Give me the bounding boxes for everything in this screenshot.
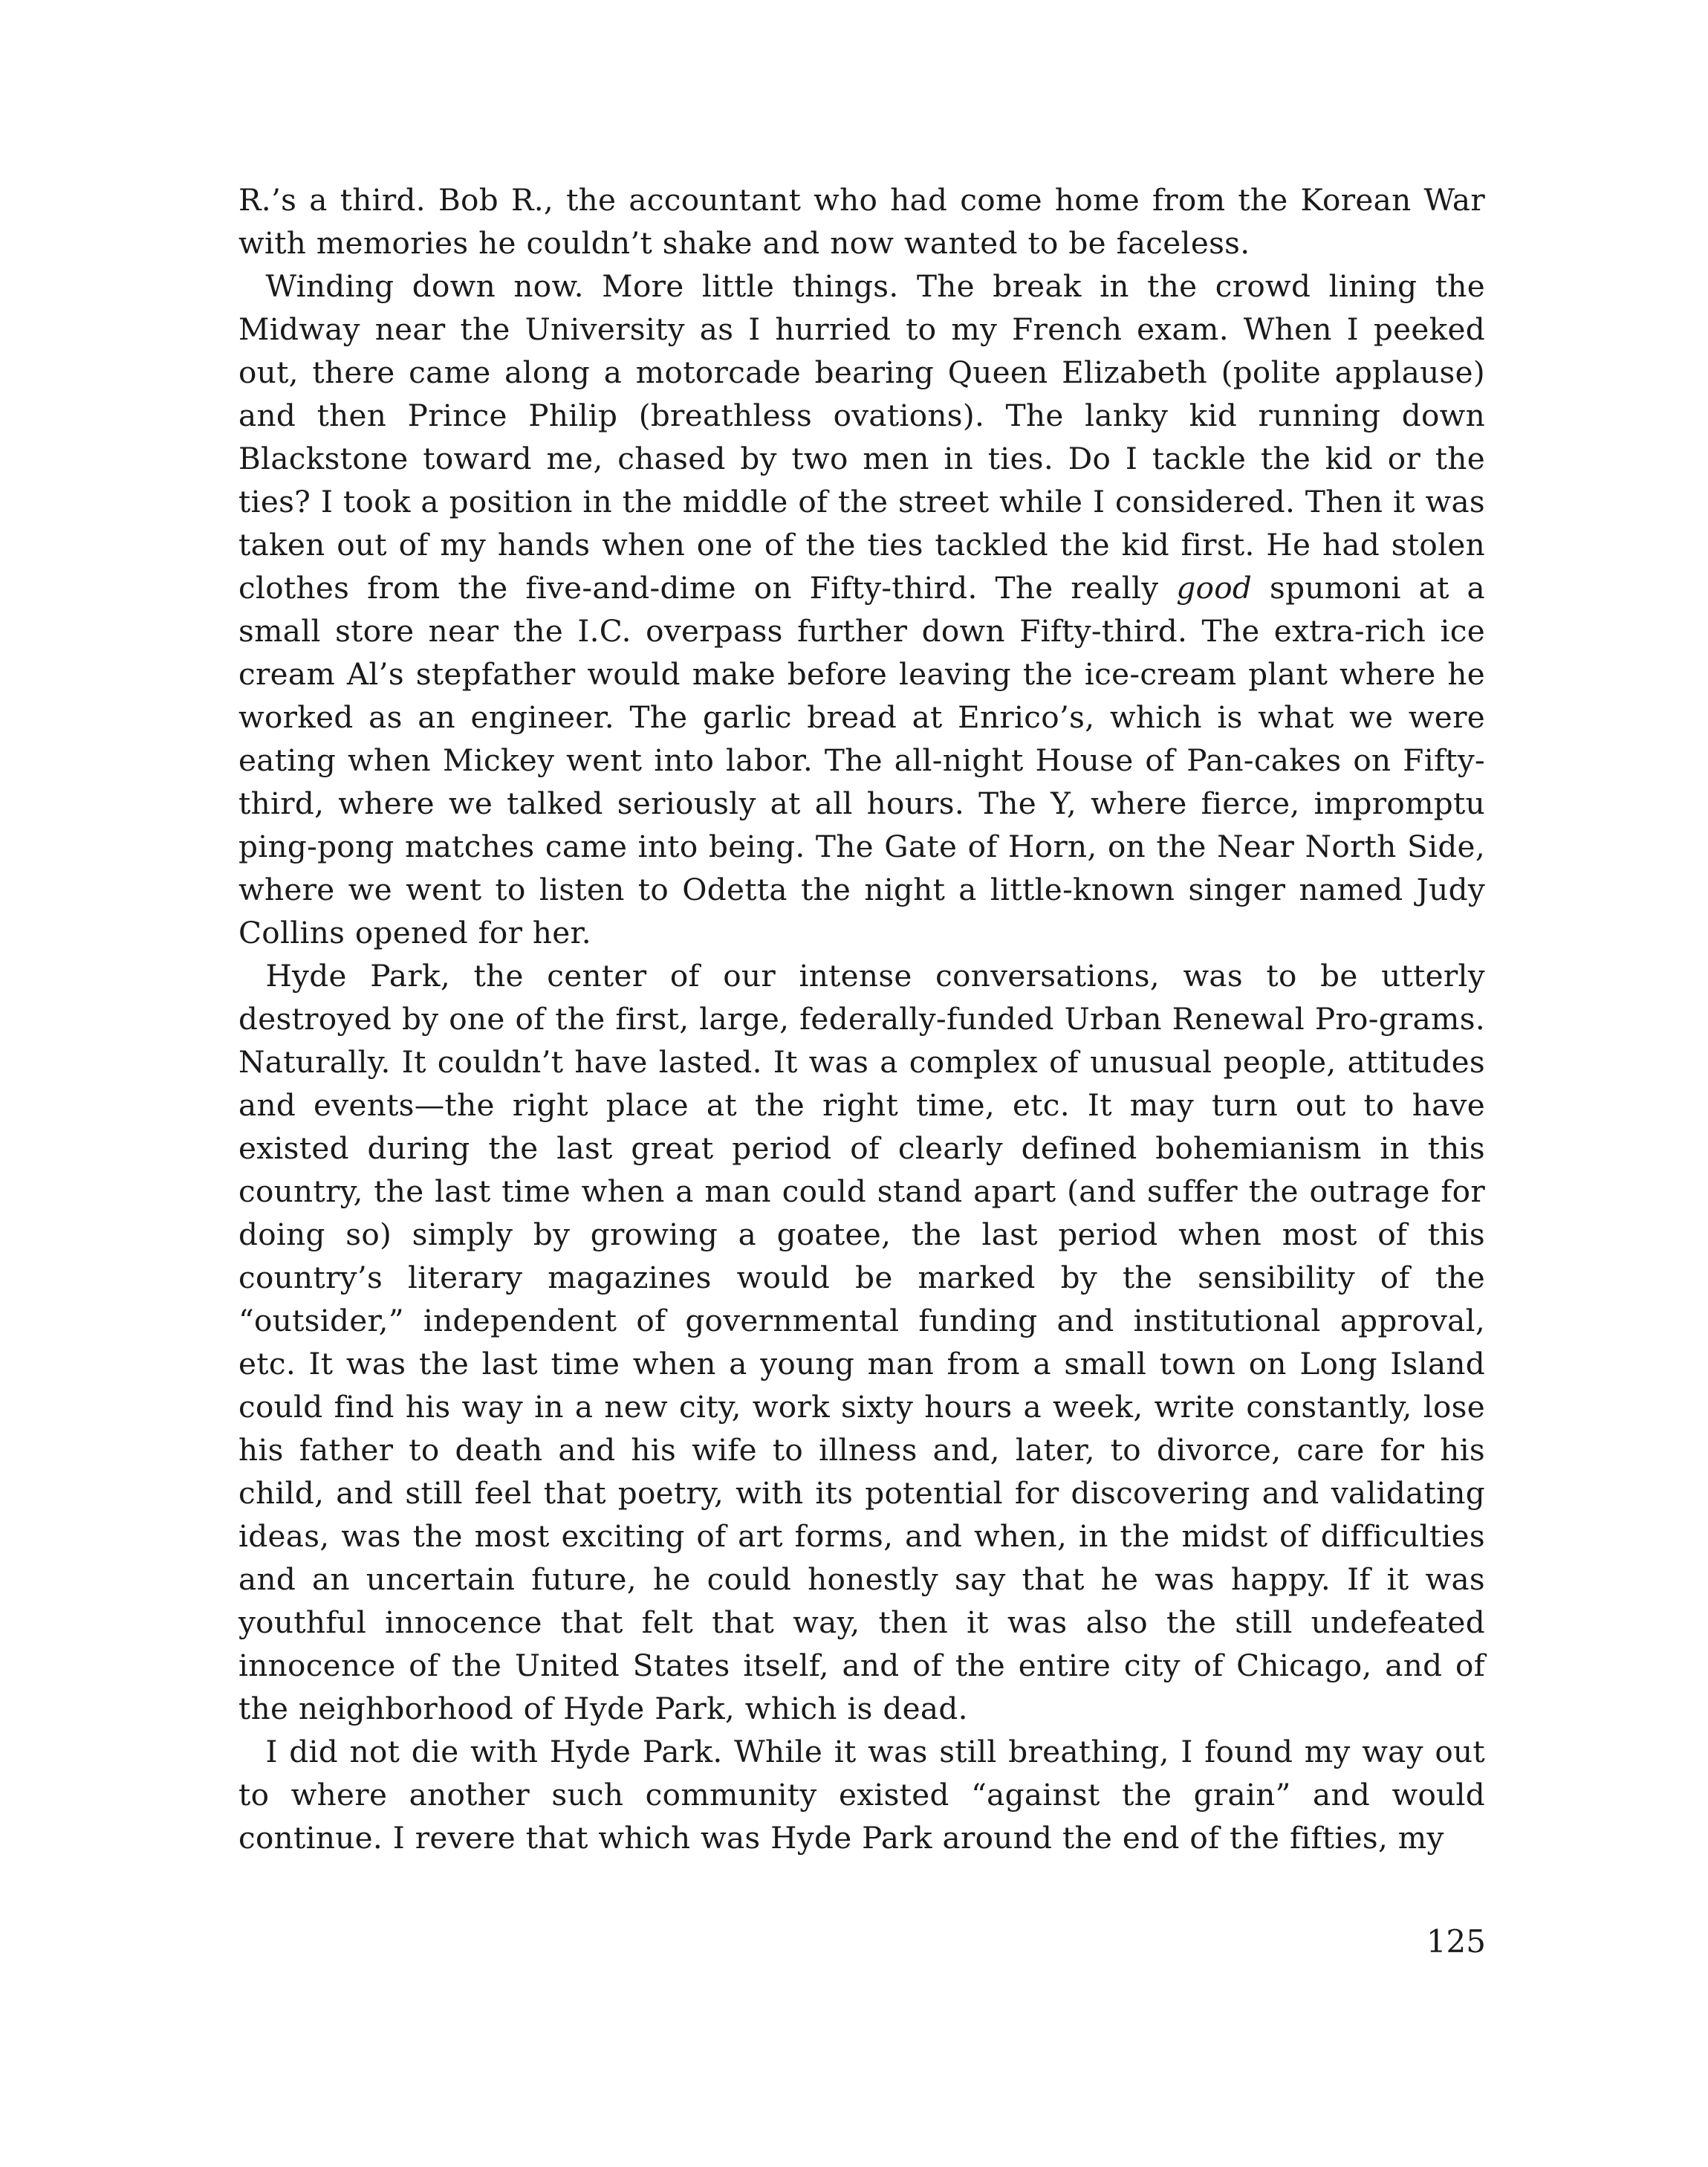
paragraph-text: spumoni at a small store near the I.C. overpass further down Fifty-third. The extra-rich ice cream Al’s stepfather would make before leaving the ice-cream plant where he worked as an engineer. The garlic bread at Enrico’s, which is what we were eating when Mickey went into labor. The all-night House of Pan-cakes on Fifty-third, where we talked seriously at all hours. The Y, where fierce, impromptu ping-pong matches came into being. The Gate of Horn, on the Near North Side, where we went to listen to Odetta the night a little-known singer named Judy Collins opened for her. [238, 570, 1485, 950]
paragraph-text: R.’s a third. Bob R., the accountant who had come home from the Korean War with memories he couldn’t shake and now wanted to be faceless. [238, 182, 1485, 261]
paragraph-text: Winding down now. More little things. The break in the crowd lining the Midway near the University as I hurried to my French exam. When I peeked out, there came along a motorcade bearing Queen Elizabeth (polite applause) and then Prince Philip (breathless ovations). The lanky kid running down Blackstone toward me, chased by two men in ties. Do I tackle the kid or the ties? I took a position in the middle of the street while I considered. Then it was taken out of my hands when one of the ties tackled the kid first. He had stolen clothes from the five-and-dime on Fifty-third. The really [238, 268, 1485, 606]
italic-word: good [1176, 570, 1253, 606]
paragraph-1 [238, 178, 1485, 265]
page-number: 125 [1426, 1923, 1486, 1960]
paragraph-2 [238, 265, 1485, 954]
body-text [238, 178, 1485, 1859]
paragraph-3 [238, 954, 1485, 1730]
paragraph-text: Hyde Park, the center of our intense conversations, was to be utterly destroyed by one of the first, large, federally-funded Urban Renewal Pro-grams. Naturally. It couldn’t have lasted. It was a complex of unusual people, attitudes and events—the right place at the right time, etc. It may turn out to have existed during the last great period of clearly defined bohemianism in this country, the last time when a man could stand apart (and suffer the outrage for doing so) simply by growing a goatee, the last period when most of this country’s literary magazines would be marked by the sensibility of the “outsider,” independent of governmental funding and institutional approval, etc. It was the last time when a young man from a small town on Long Island could find his way in a new city, work sixty hours a week, write constantly, lose his father to death and his wife to illness and, later, to divorce, care for his child, and still feel that poetry, with its potential for discovering and validating ideas, was the most exciting of art forms, and when, in the midst of difficulties and an uncertain future, he could honestly say that he was happy. If it was youthful innocence that felt that way, then it was also the still undefeated innocence of the United States itself, and of the entire city of Chicago, and of the neighborhood of Hyde Park, which is dead. [238, 958, 1485, 1726]
paragraph-4 [238, 1730, 1485, 1859]
paragraph-text: I did not die with Hyde Park. While it was still breathing, I found my way out to where another such community existed “against the grain” and would continue. I revere that which was Hyde Park around the end of the fifties, my [238, 1734, 1485, 1856]
